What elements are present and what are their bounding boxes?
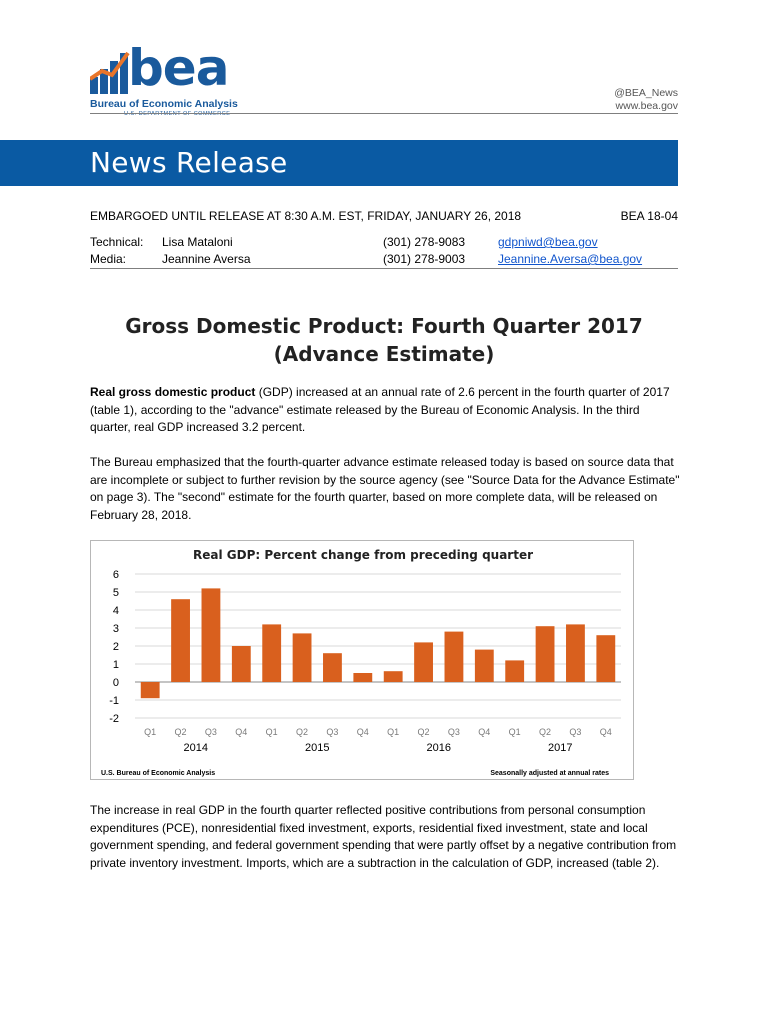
contact-email-link[interactable]: gdpniwd@bea.gov <box>498 235 598 249</box>
bar-chart-icon <box>90 49 130 94</box>
paragraph-1-bold: Real gross domestic product <box>90 385 256 399</box>
bar <box>323 653 342 682</box>
x-tick-label: Q2 <box>296 727 309 737</box>
y-tick-label: -2 <box>109 713 119 725</box>
embargo-line <box>90 209 678 223</box>
x-tick-label: Q2 <box>417 727 430 737</box>
contacts-table <box>90 234 678 268</box>
contact-name: Jeannine Aversa <box>162 252 251 266</box>
bar <box>566 624 585 682</box>
website-link[interactable]: www.bea.gov <box>615 100 678 112</box>
bar <box>293 633 312 682</box>
embargo-text: EMBARGOED UNTIL RELEASE AT 8:30 A.M. EST, FRIDAY, JANUARY 26, 2018 <box>90 209 522 223</box>
logo-department: U.S. DEPARTMENT OF COMMERCE <box>124 111 231 117</box>
bar <box>202 588 221 682</box>
contact-role: Media: <box>90 252 127 266</box>
bar <box>262 624 281 682</box>
paragraph-1 <box>90 384 680 437</box>
x-tick-label: Q3 <box>447 727 460 737</box>
x-tick-label: Q4 <box>478 727 491 737</box>
twitter-handle[interactable]: @BEA_News <box>614 87 678 99</box>
banner-label: News Release <box>90 146 288 179</box>
logo-word: bea <box>128 39 229 97</box>
gdp-chart-svg <box>91 541 635 781</box>
release-id: BEA 18-04 <box>620 209 678 223</box>
page-title <box>90 312 678 368</box>
contact-row-technical <box>90 234 678 251</box>
x-tick-label: Q4 <box>235 727 248 737</box>
contacts-divider <box>90 268 678 269</box>
paragraph-3: The increase in real GDP in the fourth quarter reflected positive contributions from personal consumption expenditures (PCE), nonresidential fixed investment, exports, residential fixed investment, state and local government spending, and federal government spending that were partly offset by a negative contribution from private inventory investment. Imports, which are a subtraction in the calculation of GDP, increased (table 2). <box>90 803 677 870</box>
y-tick-label: 3 <box>112 623 119 635</box>
contact-phone: (301) 278-9083 <box>383 235 466 249</box>
header-divider <box>90 113 678 114</box>
bea-logo <box>90 39 240 120</box>
x-tick-label: Q3 <box>326 727 339 737</box>
y-tick-label: 1 <box>112 659 119 671</box>
year-label: 2017 <box>548 742 573 754</box>
paragraph-2: The Bureau emphasized that the fourth-quarter advance estimate released today is based on source data that are incomplete or subject to further revision by the source agency (see "Source Data for the Advance Estimate" on page 3). The "second" estimate for the fourth quarter, based on more complete data, will be released on February 28, 2018. <box>90 455 680 522</box>
chart-rate-note: Seasonally adjusted at annual rates <box>490 770 609 777</box>
contact-name: Lisa Mataloni <box>162 235 233 249</box>
y-tick-label: 5 <box>112 587 119 599</box>
chart-source-note: U.S. Bureau of Economic Analysis <box>101 770 216 777</box>
x-tick-label: Q2 <box>174 727 187 737</box>
x-tick-label: Q1 <box>265 727 278 737</box>
bar <box>384 671 403 682</box>
gdp-chart <box>90 540 634 780</box>
x-tick-label: Q2 <box>539 727 552 737</box>
contact-links <box>614 87 678 113</box>
bar <box>596 635 615 682</box>
contact-email-link[interactable]: Jeannine.Aversa@bea.gov <box>498 252 643 266</box>
contact-row-media <box>90 251 678 268</box>
bar <box>445 632 464 682</box>
title-line-2: (Advance Estimate) <box>273 342 495 366</box>
x-tick-label: Q4 <box>356 727 369 737</box>
bar <box>141 682 160 698</box>
contact-phone: (301) 278-9003 <box>383 252 466 266</box>
x-tick-label: Q3 <box>569 727 582 737</box>
y-tick-label: 6 <box>112 569 119 581</box>
x-tick-label: Q1 <box>387 727 400 737</box>
year-label: 2016 <box>426 742 451 754</box>
bar <box>414 642 433 682</box>
year-label: 2015 <box>305 742 330 754</box>
y-tick-label: 4 <box>112 605 119 617</box>
x-tick-label: Q1 <box>508 727 521 737</box>
bar <box>475 650 494 682</box>
y-tick-label: -1 <box>109 695 119 707</box>
chart-title: Real GDP: Percent change from preceding quarter <box>192 548 534 562</box>
bar <box>353 673 372 682</box>
x-tick-label: Q4 <box>599 727 612 737</box>
logo-agency-name: Bureau of Economic Analysis <box>90 98 238 110</box>
x-tick-label: Q1 <box>144 727 157 737</box>
bar <box>536 626 555 682</box>
year-label: 2014 <box>183 742 208 754</box>
contact-role: Technical: <box>90 235 144 249</box>
bar <box>171 599 190 682</box>
y-tick-label: 2 <box>112 641 119 653</box>
bar <box>505 660 524 682</box>
paragraph-1-text: (GDP) increased at an annual rate of 2.6 percent in the fourth quarter of 2017 (table 1), according to the "advance" estimate released by the Bureau of Economic Analysis. In the third quarter, real GDP increased 3.2 percent. <box>90 385 670 434</box>
news-release-banner <box>0 140 678 186</box>
x-tick-label: Q3 <box>204 727 217 737</box>
bar <box>232 646 251 682</box>
y-tick-label: 0 <box>112 677 119 689</box>
title-line-1: Gross Domestic Product: Fourth Quarter 2017 <box>125 314 643 338</box>
